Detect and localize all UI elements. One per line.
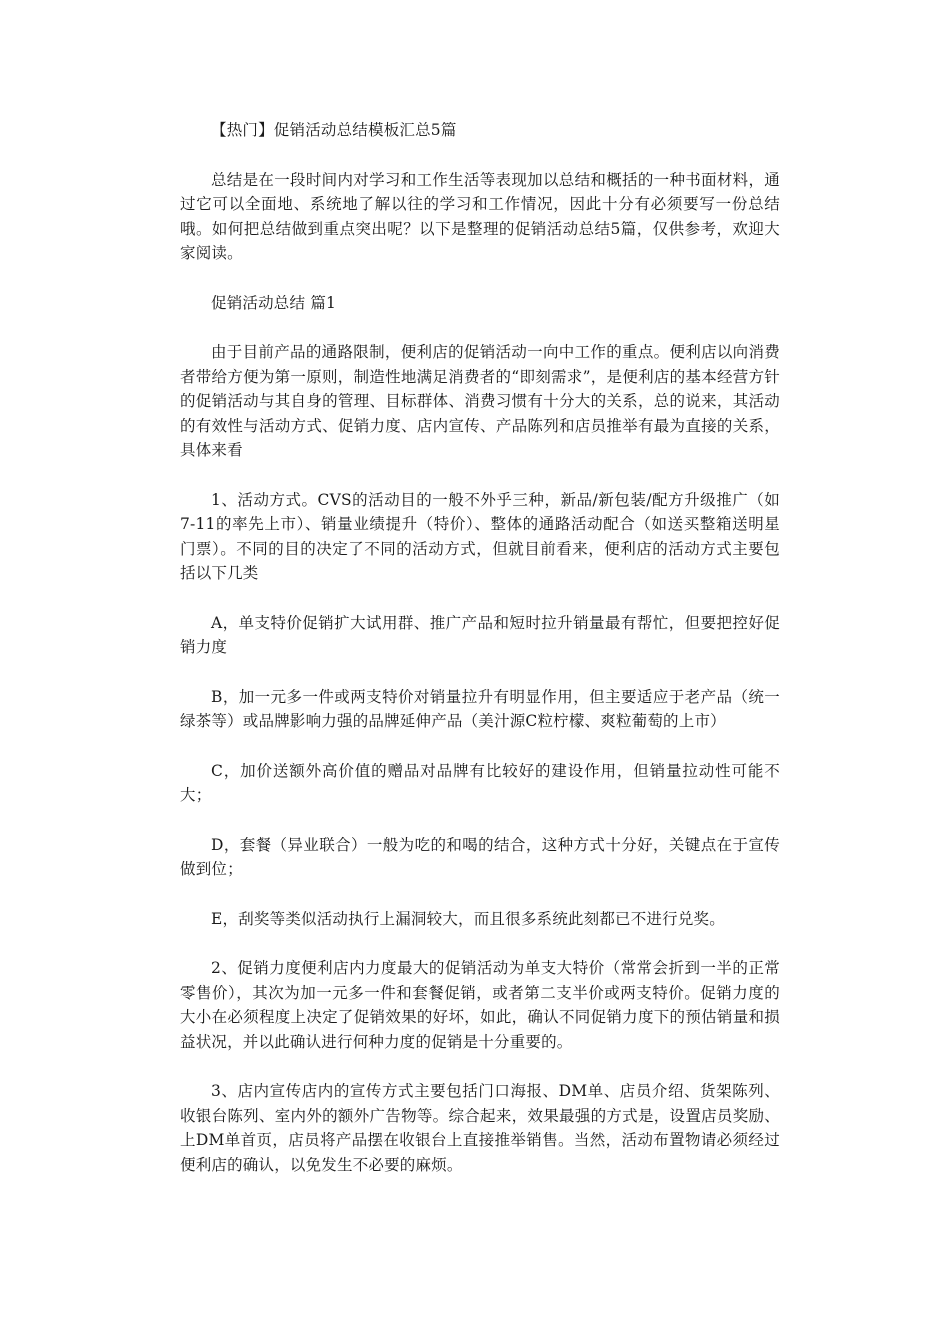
body-paragraph-5: C，加价送额外高价值的赠品对品牌有比较好的建设作用，但销量拉动性可能不大； bbox=[180, 761, 780, 804]
document-title: 【热门】促销活动总结模板汇总5篇 bbox=[211, 121, 457, 139]
body-paragraph-9: 3、店内宣传店内的宣传方式主要包括门口海报、DM单、店员介绍、货架陈列、收银台陈列、室内外的额外广告物等。综合起来，效果最强的方式是，设置店员奖励、上DM单首页，店员将产品摆在收银台上直接推举销售。当然，活动布置物请必须经过便利店的确认，以免发生不必要的麻烦。 bbox=[180, 1082, 780, 1174]
body-paragraph-8: 2、促销力度便利店内力度最大的促销活动为单支大特价（常常会折到一半的正常零售价），其次为加一元多一件和套餐促销，或者第二支半价或两支特价。促销力度的大小在必须程度上决定了促销效果的好坏，如此，确认不同促销力度下的预估销量和损益状况，并以此确认进行何种力度的促销是十分重要的。 bbox=[180, 959, 780, 1051]
body-paragraph-4: B，加一元多一件或两支特价对销量拉升有明显作用，但主要适应于老产品（统一绿茶等）或品牌影响力强的品牌延伸产品（美汁源C粒柠檬、爽粒葡萄的上市） bbox=[180, 687, 780, 730]
body-paragraph-3: A，单支特价促销扩大试用群、推广产品和短时拉升销量最有帮忙，但要把控好促销力度 bbox=[180, 613, 780, 656]
body-paragraph-6: D，套餐（异业联合）一般为吃的和喝的结合，这种方式十分好，关键点在于宣传做到位； bbox=[180, 835, 780, 878]
body-paragraph-1: 由于目前产品的通路限制，便利店的促销活动一向中工作的重点。便利店以向消费者带给方便为第一原则，制造性地满足消费者的“即刻需求”，是便利店的基本经营方针的促销活动与其自身的管理、目标群体、消费习惯有十分大的关系，总的说来，其活动的有效性与活动方式、促销力度、店内宣传、产品陈列和店员推举有最为直接的关系，具体来看 bbox=[180, 343, 780, 459]
document-body bbox=[180, 118, 780, 1202]
body-paragraph-7: E，刮奖等类似活动执行上漏洞较大，而且很多系统此刻都已不进行兑奖。 bbox=[211, 909, 725, 928]
intro-paragraph: 总结是在一段时间内对学习和工作生活等表现加以总结和概括的一种书面材料，通过它可以全面地、系统地了解以往的学习和工作情况，因此十分有必须要写一份总结哦。如何把总结做到重点突出呢？以下是整理的促销活动总结5篇，仅供参考，欢迎大家阅读。 bbox=[180, 170, 780, 262]
body-paragraph-2: 1、活动方式。CVS的活动目的一般不外乎三种，新品/新包装/配方升级推广（如7-11的率先上市）、销量业绩提升（特价）、整体的通路活动配合（如送买整箱送明星门票）。不同的目的决定了不同的活动方式，但就目前看来，便利店的活动方式主要包括以下几类 bbox=[180, 490, 780, 582]
section-heading: 促销活动总结 篇1 bbox=[211, 293, 337, 312]
